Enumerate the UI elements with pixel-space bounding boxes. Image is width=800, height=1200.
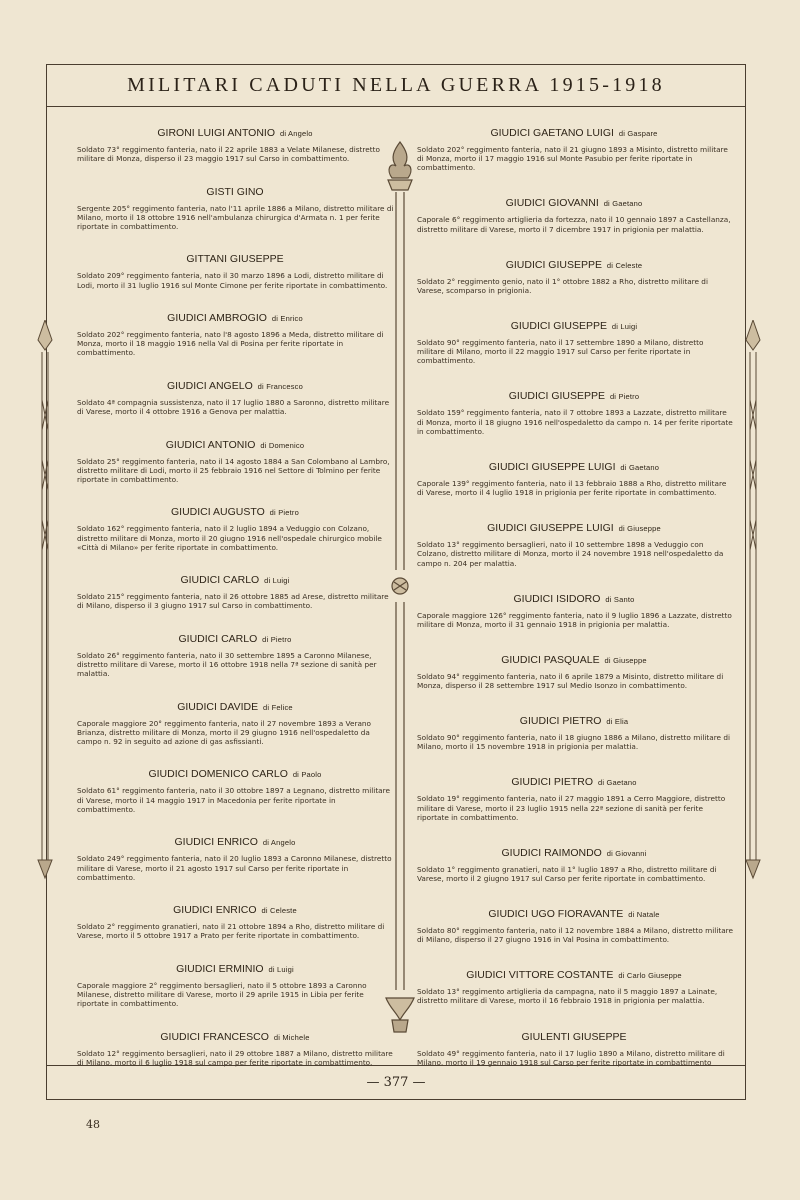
entry-name [75,1031,395,1043]
father-name: di Pietro [269,508,299,518]
father-name: di Michele [273,1032,310,1042]
entry-name [415,847,733,859]
entry-name [75,963,395,975]
soldier-name: GIUDICI PASQUALE [501,653,600,666]
entry-name [75,439,395,451]
page-number: — 377 — [366,1075,426,1090]
roll-entry [75,127,395,163]
father-name: di Giuseppe [604,655,647,665]
roll-entry [415,127,733,173]
entry-description: Soldato 159° reggimento fanteria, nato il 7 ottobre 1893 a Lazzate, distretto militare di Monza, morto il 18 giugno 1916 nell'ospedaletto da campo n. 14 per ferite riportate in combattimento. [417,408,733,436]
father-name: di Domenico [260,440,305,450]
entry-description: Soldato 2° reggimento granatieri, nato il 21 ottobre 1894 a Rho, distretto militare di Varese, morto il 5 ottobre 1917 a Prato per ferite riportate in combattimento. [77,922,385,941]
entry-description: Caporale 6° reggimento artiglieria da fortezza, nato il 10 gennaio 1897 a Castellanza, distretto militare di Varese, morto il 7 dicembre 1917 in prigionia per malattia. [417,215,731,234]
entry-name [75,633,395,645]
entry-description: Soldato 1° reggimento granatieri, nato il 1° luglio 1897 a Rho, distretto militare di Varese, morto il 2 giugno 1917 sul Carso per ferite riportate in combattimento. [417,864,717,883]
soldier-name: GIUDICI GIUSEPPE [505,258,602,271]
left-lance-ornament [34,320,56,880]
entry-description: Soldato 13° reggimento artiglieria da campagna, nato il 5 maggio 1897 a Lainate, distretto militare di Varese, morto il 16 febbraio 1918 in prigionia per malattia. [417,987,718,1006]
father-name: di Giuseppe [618,524,661,534]
roll-entry [415,1031,733,1067]
soldier-name: GIUDICI GIUSEPPE LUIGI [488,460,616,473]
entry-name [75,127,395,139]
roll-entry [75,904,395,940]
father-name: di Gaetano [603,199,643,209]
father-name: di Paolo [292,770,322,780]
footer-band [47,1065,745,1099]
entry-name [415,522,733,534]
entry-name [75,701,395,713]
entry-description: Caporale 139° reggimento fanteria, nato il 13 febbraio 1888 a Rho, distretto militare di Varese, morto il 4 luglio 1918 in prigionia per ferite riportate in combattimento. [417,478,727,498]
soldier-name: GIRONI LUIGI ANTONIO [157,127,276,139]
father-name: di Celeste [606,260,643,270]
father-name: di Enrico [271,314,303,324]
soldier-name: GIUDICI RAIMONDO [501,846,602,859]
entry-name [415,259,733,271]
roll-entry [415,847,733,883]
entry-description: Soldato 26° reggimento fanteria, nato il 30 settembre 1895 a Caronno Milanese, distretto militare di Varese, morto il 16 ottobre 1918 nella 7ª sezione di sanità per malattia. [77,650,377,679]
entry-description: Soldato 2° reggimento genio, nato il 1° ottobre 1882 a Rho, distretto militare di Varese, scomparso in prigionia. [417,276,708,295]
entry-name [75,253,395,265]
entry-name [75,506,395,518]
entry-description: Soldato 4ª compagnia sussistenza, nato il 17 luglio 1880 a Saronno, distretto militare di Varese, morto il 4 ottobre 1916 a Genova per malattia. [77,397,390,417]
entry-description: Soldato 90° reggimento fanteria, nato il 18 giugno 1886 a Milano, distretto militare di Milano, morto il 15 novembre 1918 in prigionia per malattia. [417,733,731,752]
father-name: di Angelo [262,838,296,848]
sheet-number: 48 [86,1118,100,1131]
roll-entry [75,312,395,358]
entry-name [75,186,395,198]
entry-name [75,904,395,916]
roll-entry [75,506,395,552]
right-column [415,127,733,1067]
entry-name [75,312,395,324]
entry-description: Soldato 25° reggimento fanteria, nato il 14 agosto 1884 a San Colombano al Lambro, distretto militare di Lodi, morto il 25 febbraio 1916 nel Settore di Tolmino per ferite riportate in combattimento. [77,456,390,484]
roll-entry [75,439,395,485]
entry-name [75,574,395,586]
soldier-name: GIUDICI VITTORE COSTANTE [466,969,614,982]
entry-description: Soldato 162° reggimento fanteria, nato il 2 luglio 1894 a Veduggio con Colzano, distretto militare di Monza, morto il 20 giugno 1916 nell'ospedale chirurgico mobile «Città di Milano» per ferite riportate in combattimento. [77,524,382,552]
right-lance-ornament [742,320,764,880]
roll-entry [75,701,395,747]
soldier-name: GIUDICI ANTONIO [165,438,256,451]
soldier-name: GIUDICI ENRICO [173,904,257,917]
entry-description: Soldato 94° reggimento fanteria, nato il 6 aprile 1879 a Misinto, distretto militare di Monza, disperso il 28 settembre 1917 sul Medio Isonzo in combattimento. [417,671,724,691]
soldier-name: GIUDICI ENRICO [174,836,258,849]
roll-entry [415,522,733,568]
entry-name [415,320,733,332]
father-name: di Felice [263,702,293,712]
roll-entry [415,776,733,822]
soldier-name: GIUDICI FRANCESCO [160,1030,269,1043]
entry-name [75,380,395,392]
soldier-name: GIUDICI DOMENICO CARLO [148,768,288,781]
entry-description: Soldato 202° reggimento fanteria, nato l'8 agosto 1896 a Meda, distretto militare di Monza, morto il 18 maggio 1916 nella Val di Posina per ferite riportate in combattimento. [77,330,384,358]
roll-entry [415,197,733,233]
father-name: di Pietro [609,392,640,402]
father-name: di Natale [628,910,660,920]
entry-name [415,654,733,666]
entry-name [415,390,733,402]
soldier-name: GIUDICI GIUSEPPE LUIGI [487,522,614,535]
roll-entry [415,259,733,295]
roll-entry [75,380,395,416]
roll-entry [415,593,733,629]
soldier-name: GIUDICI PIETRO [511,776,594,789]
father-name: di Gaetano [597,778,637,788]
entry-description: Caporale maggiore 20° reggimento fanteria, nato il 27 novembre 1893 a Verano Brianza, distretto militare di Monza, morto il 29 giugno 1916 nell'ospedaletto da campo n. 92 in seguito ad azione di gas asfissianti. [77,718,372,747]
roll-entry [415,461,733,497]
soldier-name: GIUDICI ANGELO [166,379,253,392]
roll-entry [75,768,395,814]
entry-name [415,461,733,473]
soldier-name: GIUDICI ERMINIO [176,962,264,975]
entry-description: Soldato 249° reggimento fanteria, nato il 20 luglio 1893 a Caronno Milanese, distretto militare di Varese, morto il 21 agosto 1917 sul Carso per ferite riportate in combattimento. [77,854,392,882]
soldier-name: GIUDICI GIOVANNI [505,197,599,210]
roll-entry [75,1031,395,1067]
entry-name [415,908,733,920]
father-name: di Pietro [262,634,292,644]
roll-entry [415,715,733,751]
entry-name [415,1031,733,1043]
entry-description: Caporale maggiore 126° reggimento fanteria, nato il 9 luglio 1896 a Lazzate, distretto militare di Monza, morto il 31 gennaio 1918 in prigionia per malattia. [417,610,732,629]
soldier-name: GIUDICI AUGUSTO [171,506,265,519]
soldier-name: GIUDICI GIUSEPPE [508,390,606,403]
title-band [47,65,745,107]
father-name: di Gaetano [620,462,660,472]
roll-entry [75,633,395,679]
soldier-name: GIUDICI UGO FIORAVANTE [488,908,624,921]
entry-description: Soldato 215° reggimento fanteria, nato il 26 ottobre 1885 ad Arese, distretto militare di Milano, disperso il 3 giugno 1917 sul Carso in combattimento. [77,592,389,611]
roll-entry [415,654,733,690]
entry-description: Soldato 19° reggimento fanteria, nato il 27 maggio 1891 a Cerro Maggiore, distretto militare di Varese, morto il 23 luglio 1915 nella 22ª sezione di sanità per ferite riportate in combattimento. [417,794,726,822]
soldier-name: GIUDICI PIETRO [519,715,602,728]
entry-description: Soldato 80° reggimento fanteria, nato il 12 novembre 1884 a Milano, distretto militare di Milano, disperso il 27 giugno 1916 in Val Posina in combattimento. [417,926,734,945]
entry-name [415,969,733,981]
soldier-name: GIUDICI DAVIDE [177,700,259,713]
soldier-name: GIUDICI CARLO [178,632,258,645]
soldier-name: GIUDICI AMBROGIO [167,312,267,325]
father-name: di Carlo Giuseppe [618,971,682,981]
father-name: di Luigi [264,576,290,586]
entry-description: Soldato 13° reggimento bersaglieri, nato il 10 settembre 1898 a Veduggio con Colzano, distretto militare di Monza, morto il 24 novembre 1918 nell'ospedaletto da campo n. 204 per malattia. [417,540,724,568]
entry-description: Soldato 90° reggimento fanteria, nato il 17 settembre 1890 a Milano, distretto militare di Milano, morto il 22 maggio 1917 sul Carso per ferite riportate in combattimento. [417,337,704,366]
entry-name [415,197,733,209]
father-name: di Luigi [611,321,638,331]
roll-entry [415,908,733,944]
entry-description: Soldato 209° reggimento fanteria, nato il 30 marzo 1896 a Lodi, distretto militare di Lodi, morto il 31 luglio 1916 sul Monte Cimone per ferite riportate in combattimento. [77,271,388,290]
page-title: MILITARI CADUTI NELLA GUERRA 1915-1918 [127,74,665,96]
entry-description: Soldato 202° reggimento fanteria, nato il 21 giugno 1893 a Misinto, distretto militare di Monza, morto il 17 maggio 1916 sul Monte Pasubio per ferite riportate in combattimento. [417,145,728,173]
entry-description: Caporale maggiore 2° reggimento bersaglieri, nato il 5 ottobre 1893 a Caronno Milanese, distretto militare di Varese, morto il 29 aprile 1915 in Libia per ferite riportate in combattimento. [77,980,367,1009]
roll-entry [75,186,395,232]
father-name: di Elia [606,717,629,727]
soldier-name: GISTI GINO [206,185,264,198]
entry-name [75,836,395,848]
soldier-name: GIULENTI GIUSEPPE [521,1030,627,1043]
entry-name [415,715,733,727]
soldier-name: GIUDICI ISIDORO [513,592,601,605]
father-name: di Giovanni [606,848,647,858]
roll-entry [415,320,733,366]
entry-description: Sergente 205° reggimento fanteria, nato l'11 aprile 1886 a Milano, distretto militare di Milano, morto il 18 ottobre 1916 nell'ambulanza chirurgica d'Armata n. 1 per ferite riportate in combattimento. [77,203,394,232]
entry-name [415,776,733,788]
entry-description: Soldato 61° reggimento fanteria, nato il 30 ottobre 1897 a Legnano, distretto militare di Varese, morto il 14 maggio 1917 in Macedonia per ferite riportate in combattimento. [77,786,390,814]
roll-entry [75,574,395,610]
entry-description: Soldato 49° reggimento fanteria, nato il 17 luglio 1890 a Milano, distretto militare di Milano, morto il 19 gennaio 1918 sul Carso per ferite riportate in combattimento [417,1048,725,1067]
entry-name [415,127,733,139]
left-column [75,127,395,1067]
roll-entry [75,253,395,289]
roll-entry [415,390,733,436]
soldier-name: GIUDICI GAETANO LUIGI [490,127,614,139]
father-name: di Gaspare [618,129,658,138]
roll-entry [415,969,733,1005]
entry-description: Soldato 73° reggimento fanteria, nato il 22 aprile 1883 a Velate Milanese, distretto militare di Monza, disperso il 23 maggio 1917 sul Carso in combattimento. [77,145,380,164]
soldier-name: GIUDICI CARLO [180,574,260,587]
father-name: di Celeste [261,906,297,916]
father-name: di Luigi [268,964,294,974]
entry-name [75,768,395,780]
entry-description: Soldato 12° reggimento bersaglieri, nato il 29 ottobre 1887 a Milano, distretto militare di Milano, morto il 6 luglio 1918 sul campo per ferite riportate in combattimento. [77,1048,393,1067]
father-name: di Santo [605,594,635,604]
soldier-name: GIUDICI GIUSEPPE [510,319,607,332]
roll-entry [75,836,395,882]
roll-entry [75,963,395,1009]
father-name: di Angelo [279,129,313,138]
entry-name [415,593,733,605]
torch-staff-ornament [376,140,424,1040]
father-name: di Francesco [257,381,304,391]
soldier-name: GITTANI GIUSEPPE [186,253,284,266]
